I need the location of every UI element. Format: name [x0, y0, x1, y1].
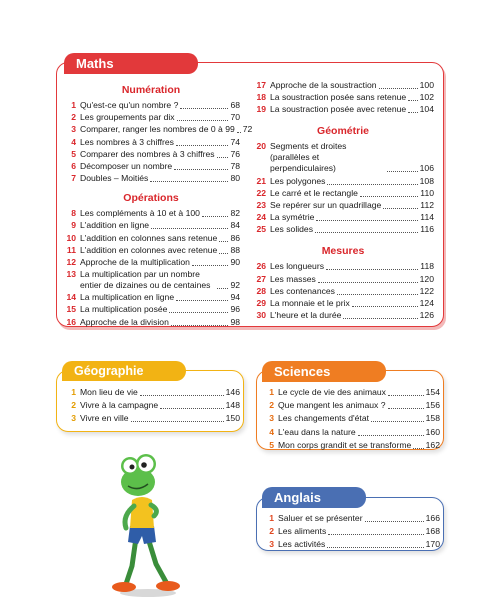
- toc-entry: [62, 100, 240, 111]
- toc-entry: [252, 92, 434, 103]
- toc-entry: [260, 538, 440, 550]
- entry-number: 6: [71, 160, 76, 171]
- dot-leader: [202, 216, 229, 217]
- mesures-list: [252, 261, 434, 321]
- dot-leader: [388, 408, 424, 409]
- entry-number: 17: [256, 80, 266, 90]
- toc-entry: [252, 80, 434, 91]
- dot-leader: [151, 228, 228, 229]
- toc-entry: [252, 310, 434, 321]
- entry-number: 24: [256, 212, 266, 223]
- entry-title: L'addition en colonnes sans retenue: [80, 232, 218, 243]
- toc-entry: [260, 399, 440, 411]
- toc-entry: [252, 286, 434, 297]
- entry-number: 4: [269, 426, 274, 437]
- entry-title: Les compléments à 10 et à 100: [80, 208, 200, 219]
- dot-leader: [176, 300, 228, 301]
- anglais-list: [260, 512, 440, 552]
- entry-page-number: 150: [225, 413, 240, 424]
- entry-number: 3: [71, 413, 76, 424]
- entry-page-number: 76: [230, 148, 240, 159]
- dot-leader: [217, 288, 228, 289]
- entry-number: 18: [256, 92, 266, 103]
- entry-title: Doubles – Moitiés: [80, 173, 149, 184]
- entry-title: Saluer et se présenter: [278, 513, 363, 523]
- entry-title: La monnaie et le prix: [270, 297, 350, 308]
- entry-page-number: 146: [225, 387, 240, 397]
- entry-page-number: 98: [230, 316, 240, 327]
- entry-title: L'eau dans la nature: [278, 426, 356, 437]
- entry-title: Mon lieu de vie: [80, 387, 138, 397]
- dot-leader: [180, 108, 228, 109]
- entry-page-number: 68: [230, 100, 240, 110]
- dot-leader: [387, 171, 418, 172]
- entry-number: 2: [71, 112, 76, 123]
- geographie-tab: Géographie: [62, 361, 186, 381]
- toc-entry: [260, 525, 440, 537]
- entry-title: Les activités: [278, 539, 326, 550]
- dot-leader: [219, 241, 228, 242]
- dot-leader: [316, 220, 418, 221]
- entry-title: Segments et droites (parallèles et perpendiculaires): [270, 141, 347, 174]
- entry-page-number: 112: [420, 199, 434, 210]
- maths-left-column: [62, 82, 253, 329]
- operations-title: Opérations: [123, 192, 179, 205]
- entry-title: L'addition en ligne: [80, 220, 150, 231]
- entry-number: 8: [71, 208, 76, 219]
- toc-entry: [260, 426, 440, 438]
- entry-page-number: 82: [230, 208, 240, 219]
- entry-number: 2: [269, 526, 274, 537]
- entry-number: 7: [71, 173, 76, 184]
- dot-leader: [219, 253, 228, 254]
- dot-leader: [379, 88, 418, 89]
- dot-leader: [337, 294, 418, 295]
- entry-title: Les solides: [270, 224, 313, 235]
- toc-entry: [62, 317, 240, 328]
- dot-leader: [383, 208, 418, 209]
- toc-entry: [62, 173, 240, 184]
- dot-leader: [318, 282, 418, 283]
- entry-title: Qu'est-ce qu'un nombre ?: [80, 100, 179, 110]
- dot-leader: [360, 196, 418, 197]
- entry-number: 25: [256, 224, 266, 235]
- entry-page-number: 78: [230, 160, 240, 171]
- toc-entry: [62, 208, 240, 219]
- entry-title: La soustraction posée avec retenue: [270, 104, 407, 115]
- entry-number: 4: [71, 136, 76, 147]
- toc-entry: [252, 298, 434, 309]
- toc-entry: [62, 220, 240, 231]
- entry-number: 12: [66, 256, 76, 267]
- entry-number: 14: [66, 292, 76, 303]
- entry-title: Approche de la multiplication: [80, 256, 190, 267]
- entry-title: Comparer, ranger les nombres de 0 à 99: [80, 124, 235, 135]
- entry-number: 28: [256, 285, 266, 296]
- toc-entry: [62, 112, 240, 123]
- entry-title: Les changements d'état: [278, 413, 369, 424]
- entry-title: Vivre en ville: [80, 413, 129, 424]
- toc-entry: [62, 245, 240, 256]
- dot-leader: [327, 547, 423, 548]
- entry-title: Comparer des nombres à 3 chiffres: [80, 148, 215, 159]
- entry-title: Les masses: [270, 273, 316, 284]
- entry-page-number: 154: [425, 387, 440, 397]
- entry-page-number: 166: [425, 513, 440, 523]
- toc-entry: [62, 269, 240, 291]
- toc-entry: [260, 439, 440, 451]
- entry-page-number: 88: [230, 244, 240, 255]
- entry-number: 2: [71, 400, 76, 411]
- entry-page-number: 126: [419, 310, 434, 321]
- dot-leader: [328, 534, 423, 535]
- entry-page-number: 102: [419, 92, 434, 103]
- geometrie-title: Géométrie: [317, 125, 369, 138]
- dot-leader: [131, 421, 224, 422]
- entry-number: 5: [269, 439, 274, 450]
- toc-entry: [260, 412, 440, 424]
- entry-title: Les nombres à 3 chiffres: [80, 136, 174, 147]
- entry-page-number: 106: [419, 163, 434, 174]
- operations-list: [62, 208, 240, 328]
- toc-entry: [252, 176, 434, 187]
- entry-title: Les polygones: [270, 175, 326, 186]
- entry-page-number: 86: [230, 232, 240, 243]
- toc-entry: [62, 233, 240, 244]
- entry-title: La symétrie: [270, 212, 315, 223]
- entry-number: 16: [66, 316, 76, 327]
- dot-leader: [150, 181, 228, 182]
- dot-leader: [140, 395, 224, 396]
- dot-leader: [327, 184, 417, 185]
- toc-entry: [62, 137, 240, 148]
- geographie-list: [62, 386, 240, 426]
- entry-page-number: 170: [425, 539, 440, 550]
- numeration-title: Numération: [121, 84, 181, 96]
- entry-number: 22: [256, 187, 266, 198]
- dot-leader: [413, 448, 423, 449]
- dot-leader: [217, 157, 229, 158]
- toc-entry: [62, 386, 240, 398]
- entry-number: 1: [269, 387, 274, 397]
- entry-page-number: 124: [419, 297, 434, 308]
- entry-page-number: 94: [230, 292, 240, 303]
- entry-page-number: 96: [230, 304, 240, 315]
- toc-entry: [252, 212, 434, 223]
- dot-leader: [326, 269, 418, 270]
- entry-title: L'heure et la durée: [270, 310, 342, 321]
- entry-page-number: 110: [420, 187, 434, 198]
- dot-leader: [365, 521, 424, 522]
- entry-page-number: 92: [230, 280, 240, 291]
- entry-number: 19: [256, 104, 266, 115]
- entry-title: Les longueurs: [270, 261, 324, 272]
- entry-title: Mon corps grandit et se transforme: [278, 439, 412, 450]
- toc-entry: [252, 104, 434, 115]
- entry-title: Décomposer un nombre: [80, 160, 173, 171]
- entry-number: 20: [256, 141, 266, 152]
- toc-entry: [62, 399, 240, 411]
- entry-title: La multiplication par un nombre entier de dizaines ou de centaines: [80, 269, 211, 291]
- entry-page-number: 158: [425, 413, 440, 424]
- toc-entry: [260, 386, 440, 398]
- entry-title: La soustraction posée sans retenue: [270, 92, 407, 103]
- entry-number: 1: [71, 387, 76, 397]
- toc-entry: [252, 200, 434, 211]
- entry-page-number: 108: [419, 175, 434, 186]
- entry-number: 2: [269, 400, 274, 411]
- entry-page-number: 84: [230, 220, 240, 231]
- sciences-list: [260, 386, 440, 452]
- toc-entry: [62, 161, 240, 172]
- dot-leader: [315, 232, 418, 233]
- entry-number: 26: [256, 261, 266, 272]
- entry-title: Approche de la soustraction: [270, 80, 377, 90]
- dot-leader: [169, 312, 228, 313]
- entry-page-number: 160: [425, 426, 440, 437]
- entry-page-number: 148: [225, 400, 240, 411]
- entry-page-number: 70: [230, 112, 240, 123]
- entry-page-number: 156: [425, 400, 440, 411]
- toc-entry: [62, 124, 253, 135]
- toc-entry: [62, 292, 240, 303]
- toc-entry: [252, 141, 434, 174]
- entry-page-number: 118: [420, 261, 434, 272]
- dot-leader: [176, 145, 228, 146]
- dot-leader: [174, 169, 228, 170]
- entry-page-number: 80: [230, 173, 240, 184]
- entry-title: Le cycle de vie des animaux: [278, 387, 386, 397]
- dot-leader: [160, 408, 223, 409]
- soustraction-list: [252, 80, 434, 115]
- entry-number: 1: [71, 100, 76, 110]
- dot-leader: [343, 318, 417, 319]
- dot-leader: [408, 100, 417, 101]
- dot-leader: [192, 265, 229, 266]
- toc-entry: [252, 224, 434, 235]
- entry-page-number: 100: [419, 80, 434, 90]
- entry-number: 29: [256, 297, 266, 308]
- entry-title: Se repérer sur un quadrillage: [270, 199, 382, 210]
- entry-title: Le carré et le rectangle: [270, 187, 358, 198]
- dot-leader: [388, 395, 424, 396]
- entry-number: 23: [256, 199, 266, 210]
- dot-leader: [408, 112, 417, 113]
- entry-page-number: 114: [420, 212, 434, 223]
- entry-page-number: 74: [230, 136, 240, 147]
- toc-entry: [252, 261, 434, 272]
- toc-entry: [62, 412, 240, 424]
- entry-number: 11: [66, 244, 76, 255]
- entry-number: 30: [256, 310, 266, 321]
- entry-page-number: 122: [419, 285, 434, 296]
- toc-entry: [62, 304, 240, 315]
- entry-number: 3: [269, 413, 274, 424]
- toc-entry: [252, 274, 434, 285]
- entry-number: 9: [71, 220, 76, 231]
- entry-number: 13: [66, 269, 76, 280]
- entry-title: Les groupements par dix: [80, 112, 175, 123]
- numeration-list: [62, 100, 253, 184]
- entry-page-number: 104: [419, 104, 434, 115]
- anglais-tab: Anglais: [262, 487, 366, 508]
- entry-page-number: 116: [420, 224, 434, 235]
- toc-entry: [252, 188, 434, 199]
- entry-number: 21: [256, 175, 266, 186]
- maths-right-column: [252, 80, 434, 322]
- entry-number: 27: [256, 273, 266, 284]
- entry-page-number: 168: [425, 526, 440, 537]
- entry-page-number: 72: [242, 124, 253, 135]
- toc-entry: [62, 149, 240, 160]
- mesures-title: Mesures: [321, 245, 365, 258]
- dot-leader: [352, 306, 418, 307]
- entry-page-number: 120: [419, 273, 434, 284]
- entry-title: La multiplication posée: [80, 304, 168, 315]
- entry-title: La multiplication en ligne: [80, 292, 175, 303]
- entry-title: L'addition en colonnes avec retenue: [80, 244, 218, 255]
- entry-number: 3: [269, 539, 274, 550]
- entry-title: Les contenances: [270, 285, 335, 296]
- maths-tab: Maths: [64, 53, 198, 74]
- dot-leader: [358, 435, 424, 436]
- sciences-tab: Sciences: [262, 361, 386, 382]
- entry-title: Vivre à la campagne: [80, 400, 159, 411]
- dot-leader: [371, 421, 424, 422]
- entry-title: Que mangent les animaux ?: [278, 400, 386, 411]
- entry-page-number: 90: [230, 256, 240, 267]
- dot-leader: [171, 325, 229, 326]
- entry-number: 3: [71, 124, 76, 135]
- entry-number: 15: [66, 304, 76, 315]
- entry-number: 5: [71, 148, 76, 159]
- toc-entry: [62, 257, 240, 268]
- entry-number: 1: [269, 513, 274, 523]
- toc-entry: [260, 512, 440, 524]
- entry-page-number: 162: [425, 439, 440, 450]
- entry-title: Approche de la division: [80, 316, 169, 327]
- geometrie-list: [252, 141, 434, 235]
- entry-number: 10: [66, 232, 76, 243]
- dot-leader: [177, 120, 229, 121]
- entry-title: Les aliments: [278, 526, 327, 537]
- frog-mascot-illustration: [96, 438, 188, 600]
- dot-leader: [237, 132, 241, 133]
